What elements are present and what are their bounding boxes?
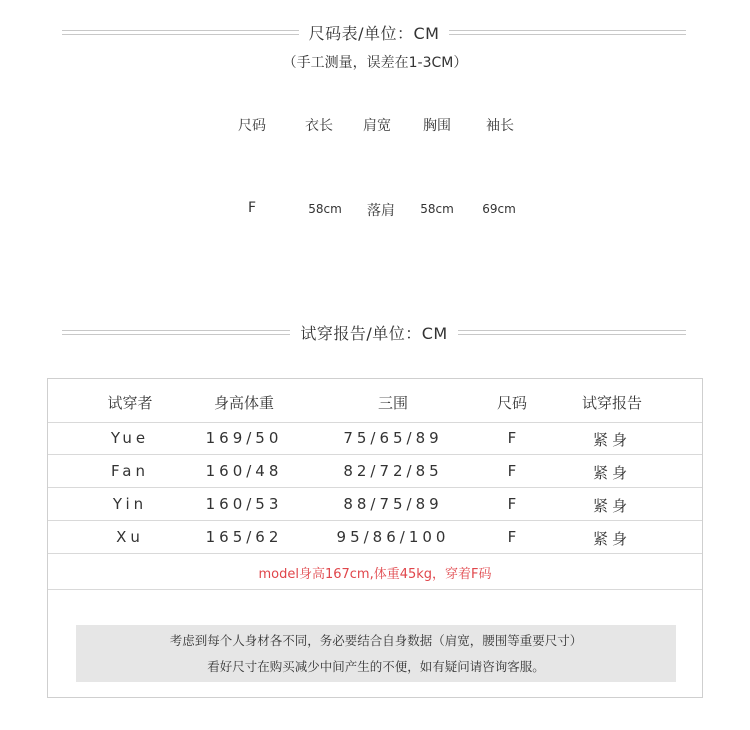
model-note: model身高167cm,体重45kg，穿着F码 xyxy=(258,567,492,582)
size-chart-title: 尺码表/单位：CM xyxy=(308,23,440,43)
heading-rule-right xyxy=(458,330,686,335)
model-note-row xyxy=(48,554,702,590)
sizing-notice xyxy=(76,625,676,682)
size-col-size: 尺码 xyxy=(238,118,266,134)
size-chart-heading xyxy=(62,20,686,44)
measurements-value: 88/75/89 xyxy=(343,495,443,513)
heading-rule-left xyxy=(62,330,290,335)
size-col-shoulder: 肩宽 xyxy=(363,118,391,134)
measurements-value: 82/72/85 xyxy=(343,462,443,480)
height-weight-value: 169/50 xyxy=(205,429,283,447)
notice-line: 考虑到每个人身材各不同，务必要结合自身数据（肩宽，腰围等重要尺寸） xyxy=(169,633,583,648)
table-row xyxy=(48,455,702,488)
size-value: F xyxy=(507,495,517,513)
sleeve-value: 69cm xyxy=(482,202,516,216)
heading-rule-right xyxy=(449,30,686,35)
tester-name: Yue xyxy=(110,429,150,447)
height-weight-value: 160/53 xyxy=(205,495,283,513)
fit-value: 紧身 xyxy=(592,464,631,482)
col-height-weight: 身高体重 xyxy=(213,394,274,412)
table-row xyxy=(48,521,702,554)
size-value: F xyxy=(507,429,517,447)
col-tester: 试穿者 xyxy=(107,394,153,412)
size-value: F xyxy=(507,462,517,480)
tester-name: Xu xyxy=(116,528,144,546)
size-value: F xyxy=(247,200,257,216)
fit-value: 紧身 xyxy=(592,497,631,515)
tester-name: Fan xyxy=(111,462,149,480)
col-fit-report: 试穿报告 xyxy=(581,394,642,412)
fit-value: 紧身 xyxy=(592,530,631,548)
size-value: F xyxy=(507,528,517,546)
height-weight-value: 160/48 xyxy=(205,462,283,480)
try-on-heading xyxy=(62,320,686,344)
table-row xyxy=(48,488,702,521)
heading-rule-left xyxy=(62,30,299,35)
measurement-note: （手工测量，误差在1-3CM） xyxy=(282,55,468,71)
measurements-value: 95/86/100 xyxy=(336,528,450,546)
fit-value: 紧身 xyxy=(592,431,631,449)
size-col-length: 衣长 xyxy=(305,118,333,134)
tester-name: Yin xyxy=(112,495,148,513)
try-on-report-table xyxy=(47,378,703,698)
notice-line: 看好尺寸在购买减少中间产生的不便，如有疑问请咨询客服。 xyxy=(207,659,545,674)
table-row xyxy=(48,422,702,455)
shoulder-value: 落肩 xyxy=(367,203,395,219)
height-weight-value: 165/62 xyxy=(205,528,283,546)
length-value: 58cm xyxy=(308,202,342,216)
size-col-chest: 胸围 xyxy=(423,118,451,134)
report-header-row xyxy=(48,379,702,423)
size-col-sleeve: 袖长 xyxy=(486,118,514,134)
col-measurements: 三围 xyxy=(377,394,408,412)
chest-value: 58cm xyxy=(420,202,454,216)
col-size: 尺码 xyxy=(496,394,527,412)
try-on-title: 试穿报告/单位：CM xyxy=(300,323,448,343)
measurements-value: 75/65/89 xyxy=(343,429,443,447)
